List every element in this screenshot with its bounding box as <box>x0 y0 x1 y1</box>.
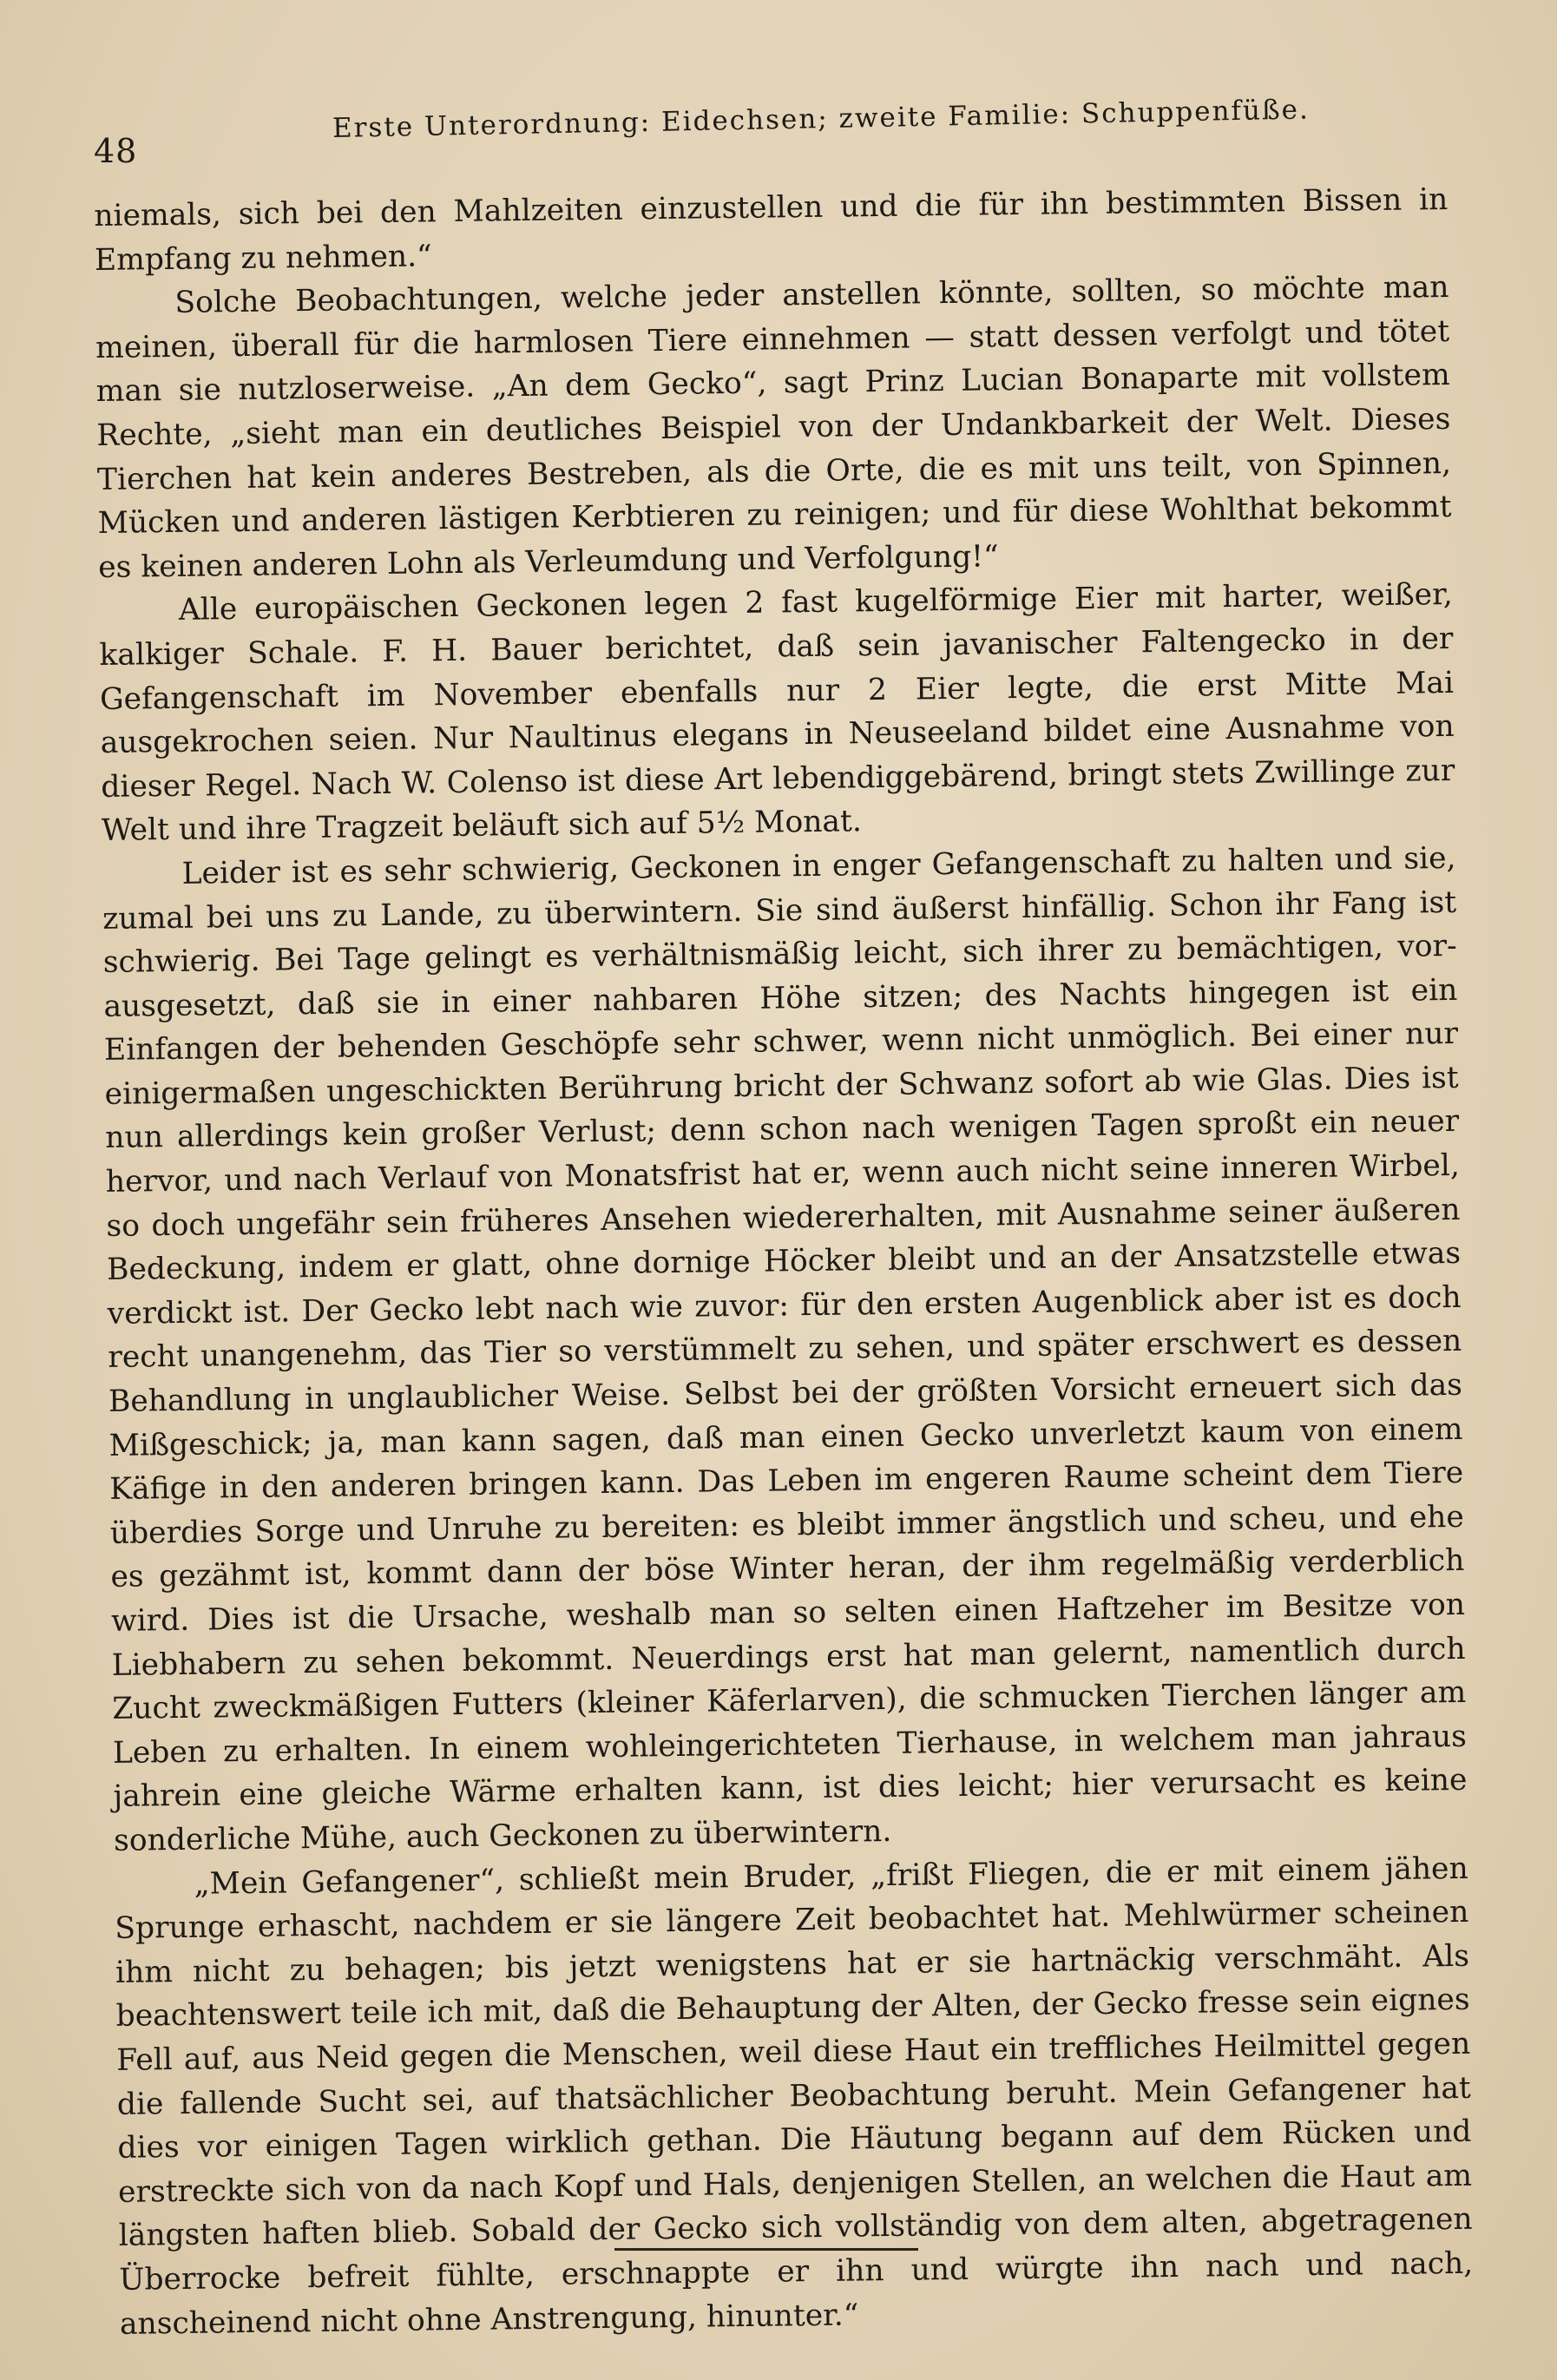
running-head <box>94 94 1448 174</box>
closing-rule <box>614 2248 918 2251</box>
paragraph-continuation: niemals, sich bei den Mahlzeiten einzustellen und die für ihn bestimmten Bissen in Empfang zu nehmen.“ <box>94 181 1449 278</box>
book-page <box>94 94 1474 2342</box>
paragraph: Leider ist es sehr schwierig, Geckonen in enger Gefangenschaft zu halten und sie, zumal bei uns zu Lande, zu überwintern. Sie sind äußerst hinfällig. Schon ihr Fang ist schwierig. Bei Tage gelingt es verhältnismäßig leicht, sich ihrer zu bemächtigen, vorausgesetzt, daß sie in einer nahbaren Höhe sitzen; des Nachts hingegen ist ein Einfangen der behenden Geschöpfe sehr schwer, wenn nicht unmöglich. Bei einer nur einigermaßen ungeschickten Berührung bricht der Schwanz sofort ab wie Glas. Dies ist nun allerdings kein großer Verlust; denn schon nach wenigen Tagen sproßt ein neuer hervor, und nach Verlauf von Monatsfrist hat er, wenn auch nicht seine inneren Wirbel, so doch ungefähr sein früheres Ansehen wiedererhalten, mit Ausnahme seiner äußeren Bedeckung, indem er glatt, ohne dornige Höcker bleibt und an der Ansatzstelle etwas verdickt ist. Der Gecko lebt nach wie zuvor: für den ersten Augenblick aber ist es doch recht unangenehm, das Tier so verstümmelt zu sehen, und später erschwert es dessen Behandlung in unglaublicher Weise. Selbst bei der größten Vorsicht erneuert sich das Mißgeschick; ja, man kann sagen, daß man einen Gecko unverletzt kaum von einem Käfige in den anderen bringen kann. Das Leben im engeren Raume scheint dem Tiere überdies Sorge und Unruhe zu bereiten: es bleibt immer ängstlich und scheu, und ehe es gezähmt ist, kommt dann der böse Winter heran, der ihm regelmäßig verderblich wird. Dies ist die Ursache, weshalb man so selten einen Haftzeher im Besitze von Liebhabern zu sehen bekommt. Neuerdings erst hat man gelernt, namentlich durch Zucht zweckmäßigen Futters (kleiner Käferlarven), die schmucken Tierchen länger am Leben zu erhalten. In einem wohleingerichteten Tierhause, in welchem man jahraus jahrein eine gleiche Wärme erhalten kann, ist dies leicht; hier verursacht es keine sonderliche Mühe, auch Geckonen zu überwintern. <box>102 840 1468 1858</box>
paragraph: Solche Beobachtungen, welche jeder anstellen könnte, sollten, so möchte man meinen, überall für die harmlosen Tiere einnehmen — statt dessen verfolgt und tötet man sie nutzloserweise. „An dem Gecko“, sagt Prinz Lucian Bonaparte mit vollstem Rechte, „sieht man ein deutliches Beispiel von der Undankbarkeit der Welt. Dieses Tierchen hat kein anderes Bestreben, als die Orte, die es mit uns teilt, von Spinnen, Mücken und anderen lästigen Kerbtieren zu reinigen; und für diese Wohlthat bekommt es keinen anderen Lohn als Verleumdung und Verfolgung!“ <box>95 270 1452 585</box>
running-title: Erste Unterordnung: Eidechsen; zweite Familie: Schuppenfüße. <box>332 94 1311 144</box>
page-number: 48 <box>94 132 138 170</box>
body-text <box>94 178 1474 2346</box>
paragraph: Alle europäischen Geckonen legen 2 fast kugelförmige Eier mit harter, weißer, kalkiger Schale. F. H. Bauer berichtet, daß sein javanischer Faltengecko in der Gefangenschaft im November ebenfalls nur 2 Eier legte, die erst Mitte Mai ausgekrochen seien. Nur Naultinus elegans in Neuseeland bildet eine Ausnahme von dieser Regel. Nach W. Colenso ist diese Art lebendiggebärend, bringt stets Zwillinge zur Welt und ihre Tragzeit beläuft sich auf 5½ Monat. <box>99 577 1455 849</box>
paragraph: „Mein Gefangener“, schließt mein Bruder, „frißt Fliegen, die er mit einem jähen Sprunge erhascht, nachdem er sie längere Zeit beobachtet hat. Mehlwürmer scheinen ihm nicht zu behagen; bis jetzt wenigstens hat er sie hartnäckig verschmäht. Als beachtenswert teile ich mit, daß die Behauptung der Alten, der Gecko fresse sein eignes Fell auf, aus Neid gegen die Menschen, weil diese Haut ein treffliches Heilmittel gegen die fallende Sucht sei, auf thatsächlicher Beobachtung beruht. Mein Gefangener hat dies vor einigen Tagen wirklich gethan. Die Häutung begann auf dem Rücken und erstreckte sich von da nach Kopf und Hals, denjenigen Stellen, an welchen die Haut am längsten haften blieb. Sobald der Gecko sich vollständig von dem alten, abgetragenen Überrocke befreit fühlte, erschnappte er ihn und würgte ihn nach und nach, anscheinend nicht ohne Anstrengung, hinunter.“ <box>115 1851 1474 2342</box>
